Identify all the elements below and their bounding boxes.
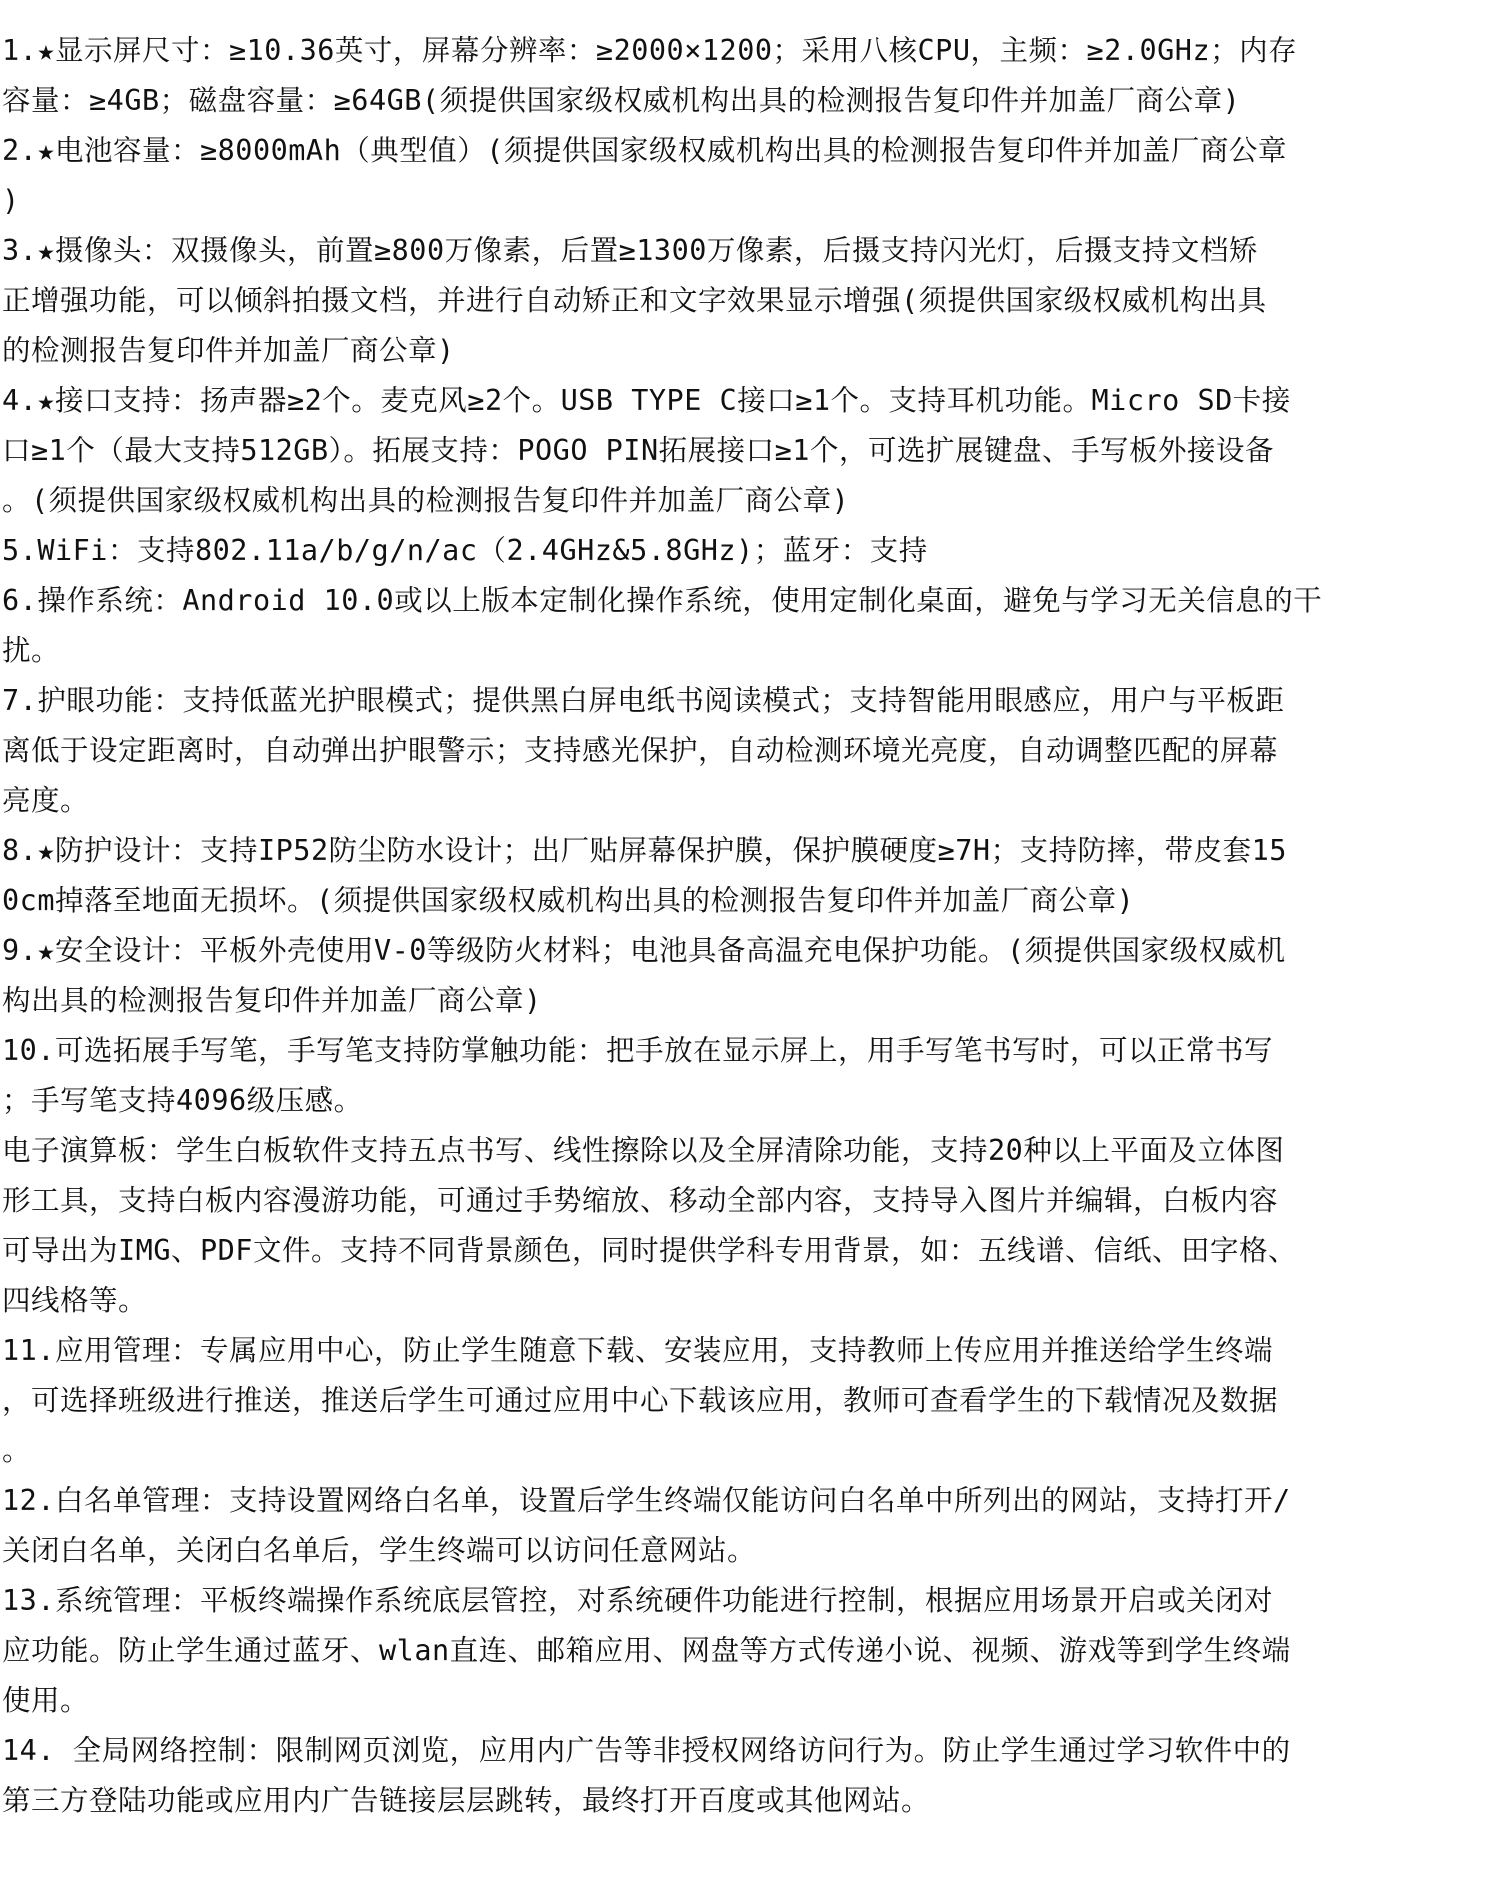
spec-line: 应功能。防止学生通过蓝牙、wlan直连、邮箱应用、网盘等方式传递小说、视频、游戏等到学生终端 <box>2 1634 1291 1667</box>
spec-line: 13.系统管理：平板终端操作系统底层管控，对系统硬件功能进行控制，根据应用场景开启或关闭对 <box>2 1584 1273 1617</box>
spec-line: 10.可选拓展手写笔，手写笔支持防掌触功能：把手放在显示屏上，用手写笔书写时，可以正常书写 <box>2 1034 1273 1067</box>
spec-line: 14. 全局网络控制：限制网页浏览，应用内广告等非授权网络访问行为。防止学生通过学习软件中的 <box>2 1734 1291 1767</box>
spec-line: 容量：≥4GB；磁盘容量：≥64GB(须提供国家级权威机构出具的检测报告复印件并加盖厂商公章) <box>2 84 1241 117</box>
spec-line: 。(须提供国家级权威机构出具的检测报告复印件并加盖厂商公章) <box>2 484 850 517</box>
spec-line: 口≥1个（最大支持512GB）。拓展支持：POGO PIN拓展接口≥1个，可选扩展键盘、手写板外接设备 <box>2 434 1274 467</box>
spec-line: 11.应用管理：专属应用中心，防止学生随意下载、安装应用，支持教师上传应用并推送给学生终端 <box>2 1334 1273 1367</box>
spec-line: 2.★电池容量：≥8000mAh（典型值）(须提供国家级权威机构出具的检测报告复印件并加盖厂商公章 <box>2 134 1287 167</box>
spec-line: 第三方登陆功能或应用内广告链接层层跳转，最终打开百度或其他网站。 <box>2 1784 931 1817</box>
spec-line: 正增强功能，可以倾斜拍摄文档，并进行自动矫正和文字效果显示增强(须提供国家级权威机构出具 <box>2 284 1267 317</box>
spec-line: 可导出为IMG、PDF文件。支持不同背景颜色，同时提供学科专用背景，如：五线谱、信纸、田字格、 <box>2 1234 1297 1267</box>
spec-line: 电子演算板：学生白板软件支持五点书写、线性擦除以及全屏清除功能，支持20种以上平面及立体图 <box>2 1134 1285 1167</box>
spec-line: 5.WiFi：支持802.11a/b/g/n/ac（2.4GHz&5.8GHz)；蓝牙：支持 <box>2 534 928 567</box>
spec-line: 0cm掉落至地面无损坏。(须提供国家级权威机构出具的检测报告复印件并加盖厂商公章) <box>2 884 1135 917</box>
spec-line: 3.★摄像头：双摄像头，前置≥800万像素，后置≥1300万像素，后摄支持闪光灯，后摄支持文档矫 <box>2 234 1258 267</box>
spec-line: 构出具的检测报告复印件并加盖厂商公章) <box>2 984 542 1017</box>
spec-line: 。 <box>2 1434 32 1467</box>
spec-line: 亮度。 <box>2 784 90 817</box>
spec-line: 的检测报告复印件并加盖厂商公章) <box>2 334 455 367</box>
spec-line: 关闭白名单，关闭白名单后，学生终端可以访问任意网站。 <box>2 1534 757 1567</box>
spec-line: 7.护眼功能：支持低蓝光护眼模式；提供黑白屏电纸书阅读模式；支持智能用眼感应，用户与平板距 <box>2 684 1285 717</box>
spec-line: 形工具，支持白板内容漫游功能，可通过手势缩放、移动全部内容，支持导入图片并编辑，白板内容 <box>2 1184 1279 1217</box>
spec-line: 12.白名单管理：支持设置网络白名单，设置后学生终端仅能访问白名单中所列出的网站，支持打开/ <box>2 1484 1291 1517</box>
spec-line: 扰。 <box>2 634 61 667</box>
spec-line: 四线格等。 <box>2 1284 148 1317</box>
spec-line: 离低于设定距离时，自动弹出护眼警示；支持感光保护，自动检测环境光亮度，自动调整匹配的屏幕 <box>2 734 1279 767</box>
spec-line: ；手写笔支持4096级压感。 <box>2 1084 363 1117</box>
spec-line: 6.操作系统：Android 10.0或以上版本定制化操作系统，使用定制化桌面，避免与学习无关信息的干 <box>2 584 1323 617</box>
spec-line: ，可选择班级进行推送，推送后学生可通过应用中心下载该应用，教师可查看学生的下载情况及数据 <box>2 1384 1279 1417</box>
spec-line: 9.★安全设计：平板外壳使用V-0等级防火材料；电池具备高温充电保护功能。(须提供国家级权威机 <box>2 934 1286 967</box>
spec-line: ) <box>2 184 20 217</box>
spec-line: 使用。 <box>2 1684 90 1717</box>
spec-line: 1.★显示屏尺寸：≥10.36英寸，屏幕分辨率：≥2000×1200；采用八核CPU，主频：≥2.0GHz；内存 <box>2 34 1298 67</box>
spec-line: 4.★接口支持：扬声器≥2个。麦克风≥2个。USB TYPE C接口≥1个。支持耳机功能。Micro SD卡接 <box>2 384 1291 417</box>
spec-line: 8.★防护设计：支持IP52防尘防水设计；出厂贴屏幕保护膜，保护膜硬度≥7H；支持防摔，带皮套15 <box>2 834 1287 867</box>
